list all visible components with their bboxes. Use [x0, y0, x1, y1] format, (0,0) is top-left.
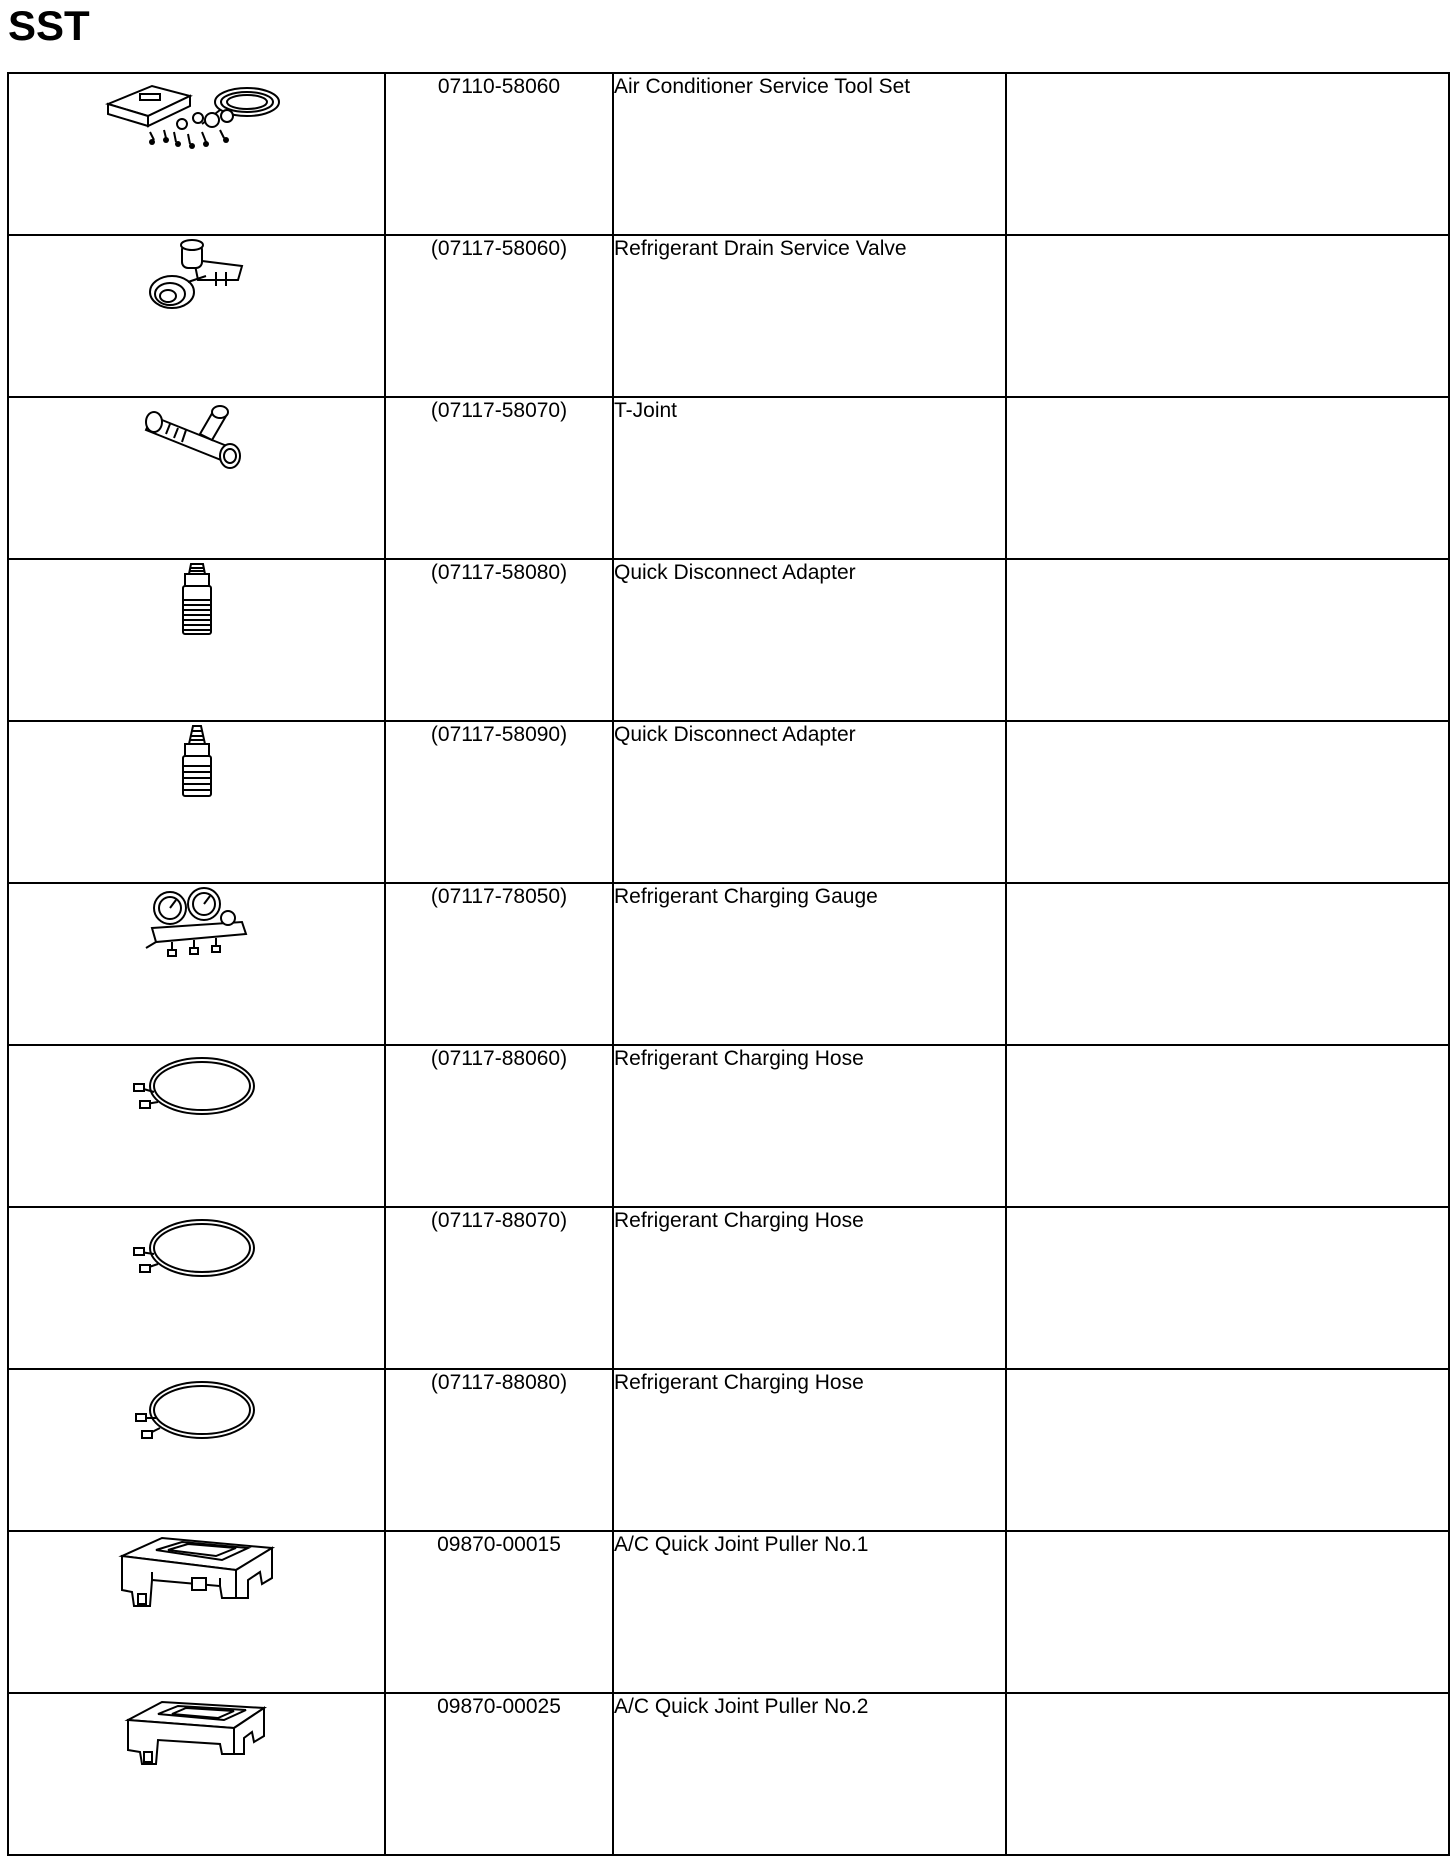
table-row [8, 721, 1449, 883]
quick-joint-puller-icon [122, 1694, 272, 1774]
part-number: 09870-00025 [385, 1693, 613, 1855]
part-number: (07117-88080) [385, 1369, 613, 1531]
part-number: (07117-58070) [385, 397, 613, 559]
drain-service-valve-icon [142, 236, 252, 316]
tool-note [1006, 1693, 1449, 1855]
quick-joint-puller-icon [112, 1532, 282, 1622]
table-row [8, 883, 1449, 1045]
part-number: (07117-88060) [385, 1045, 613, 1207]
tool-name: Refrigerant Drain Service Valve [613, 235, 1006, 397]
part-number: (07117-58080) [385, 559, 613, 721]
tool-image-cell [8, 721, 385, 883]
tool-note [1006, 721, 1449, 883]
table-row [8, 559, 1449, 721]
tool-name: A/C Quick Joint Puller No.1 [613, 1531, 1006, 1693]
quick-disconnect-adapter-icon [177, 722, 217, 802]
tool-image-cell [8, 1045, 385, 1207]
table-row [8, 1531, 1449, 1693]
quick-disconnect-adapter-icon [177, 560, 217, 640]
tool-note [1006, 235, 1449, 397]
tool-note [1006, 883, 1449, 1045]
page-title: SST [8, 2, 90, 49]
t-joint-icon [142, 398, 252, 478]
table-row [8, 1369, 1449, 1531]
tool-name: Quick Disconnect Adapter [613, 559, 1006, 721]
table-row [8, 73, 1449, 235]
part-number: (07117-58090) [385, 721, 613, 883]
part-number: (07117-78050) [385, 883, 613, 1045]
tool-note [1006, 397, 1449, 559]
tool-name: Refrigerant Charging Gauge [613, 883, 1006, 1045]
tool-image-cell [8, 1693, 385, 1855]
tool-image-cell [8, 73, 385, 235]
table-row [8, 235, 1449, 397]
tool-image-cell [8, 397, 385, 559]
tool-image-cell [8, 1531, 385, 1693]
tool-note [1006, 73, 1449, 235]
charging-hose-icon [132, 1046, 262, 1126]
tool-note [1006, 1369, 1449, 1531]
tool-note [1006, 1045, 1449, 1207]
table-row [8, 397, 1449, 559]
ac-service-tool-set-icon [102, 74, 292, 154]
tool-name: Air Conditioner Service Tool Set [613, 73, 1006, 235]
charging-hose-icon [132, 1370, 262, 1450]
table-row [8, 1693, 1449, 1855]
part-number: (07117-58060) [385, 235, 613, 397]
table-row [8, 1045, 1449, 1207]
tool-image-cell [8, 1207, 385, 1369]
tool-note [1006, 559, 1449, 721]
tool-image-cell [8, 559, 385, 721]
part-number: (07117-88070) [385, 1207, 613, 1369]
tool-name: T-Joint [613, 397, 1006, 559]
tool-name: Refrigerant Charging Hose [613, 1369, 1006, 1531]
part-number: 07110-58060 [385, 73, 613, 235]
charging-gauge-icon [142, 884, 252, 964]
tool-image-cell [8, 883, 385, 1045]
tool-image-cell [8, 235, 385, 397]
tool-name: Quick Disconnect Adapter [613, 721, 1006, 883]
tool-image-cell [8, 1369, 385, 1531]
table-row [8, 1207, 1449, 1369]
tool-name: Refrigerant Charging Hose [613, 1207, 1006, 1369]
charging-hose-icon [132, 1208, 262, 1288]
tool-note [1006, 1531, 1449, 1693]
tool-note [1006, 1207, 1449, 1369]
sst-table [7, 72, 1450, 1856]
part-number: 09870-00015 [385, 1531, 613, 1693]
tool-name: Refrigerant Charging Hose [613, 1045, 1006, 1207]
tool-name: A/C Quick Joint Puller No.2 [613, 1693, 1006, 1855]
